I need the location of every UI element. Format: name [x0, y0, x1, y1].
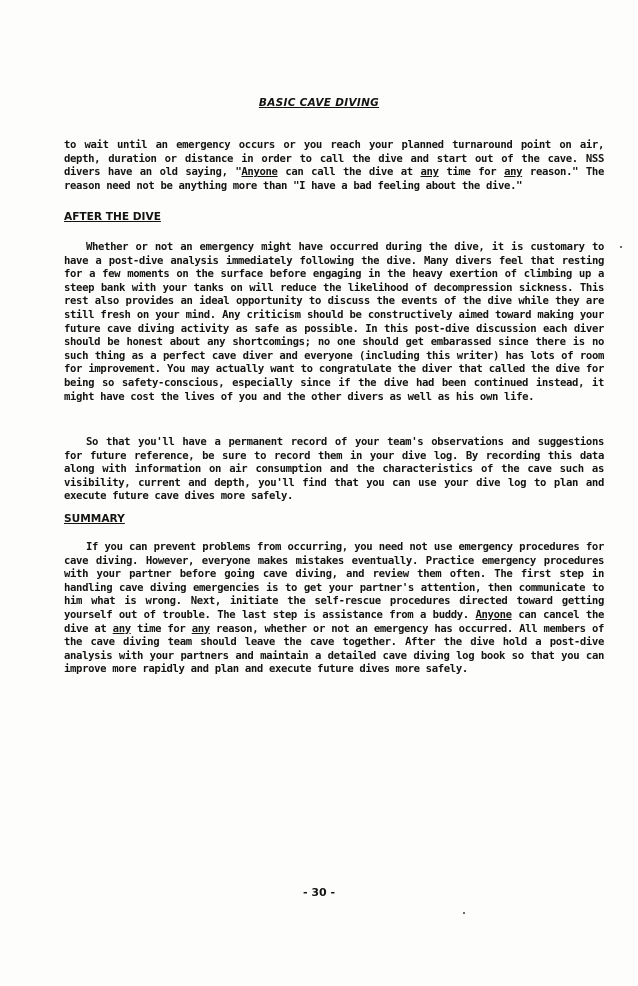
intro-underline-any: any [420, 166, 439, 179]
intro-paragraph [64, 139, 604, 193]
after-dive-paragraph-1: Whether or not an emergency might have occurred during the dive, it is customary to have a post-dive analysis immediately following the dive. Many divers feel that resting for a few moments on the surface before engaging in the heavy exertion of climbing up a steep bank with your tanks on will reduce the likelihood of decompression sickness. This rest also provides an ideal opportunity to discuss the events of the dive while they are still fresh on your mind. Any criticism should be constructively aimed toward making your future cave diving activity as safe as possible. In this post-dive discussion each diver should be honest about any shortcomings; no one should get embarassed since there is no such thing as a perfect cave diver and everyone (including this writer) has lots of room for improvement. You may actually want to congratulate the diver that called the dive for being so safety-conscious, especially since if the dive had been continued instead, it might have cost the lives of you and the other divers as well as his own life. [64, 241, 604, 403]
summary-text-d: reason, whether or not an emergency has occurred. All members of the cave diving team should leave the cave together. After the dive hold a post-dive analysis with your partners and maintain a detailed cave diving log book so that you can improve more rapidly and plan and execute future dives more safely. [64, 622, 605, 676]
summary-underline-any-2: any [191, 622, 210, 635]
scan-speck [463, 912, 465, 914]
summary-text-a: If you can prevent problems from occurring, you need not use emergency procedures for cave diving. However, everyone makes mistakes eventually. Practice emergency procedures with your partner before going cave diving, and review them often. The first step in handling cave diving emergencies is to get your partner's attention, then communicate to him what is wrong. Next, initiate the self-rescue procedures directed toward getting yourself out of trouble. The last step is assistance from a buddy. [64, 541, 604, 621]
running-title: BASIC CAVE DIVING [258, 97, 380, 109]
section-heading-summary: SUMMARY [64, 513, 125, 525]
after-dive-paragraph-2: So that you'll have a permanent record of your team's observations and suggestions for future reference, be sure to record them in your dive log. By recording this data along with information on air consumption and the characteristics of the cave such as visibility, current and depth, you'll find that you can use your dive log to plan and execute future cave dives more safely. [64, 436, 604, 503]
intro-text-c: time for [438, 166, 505, 179]
intro-underline-any-2: any [504, 166, 523, 179]
intro-underline-anyone: Anyone [241, 166, 278, 179]
scan-speck [620, 246, 622, 248]
summary-underline-any: any [112, 622, 131, 635]
section-heading-after-the-dive: AFTER THE DIVE [64, 211, 161, 223]
summary-underline-anyone: Anyone [475, 608, 512, 621]
intro-text-a: to wait until an emergency occurs or you reach your planned turnaround point on air, depth, duration or distance in order to call the dive and start out of the cave. NSS divers have an old saying, " [64, 139, 604, 179]
intro-text-d: reason." The reason need not be anything more than "I have a bad feeling about the dive." [64, 166, 604, 192]
summary-text-b: can cancel the dive at [64, 608, 604, 635]
summary-text-c: time for [130, 622, 192, 635]
page-number: - 30 - [302, 886, 336, 899]
intro-text-b: can call the dive at [277, 166, 421, 179]
summary-paragraph [64, 541, 604, 677]
